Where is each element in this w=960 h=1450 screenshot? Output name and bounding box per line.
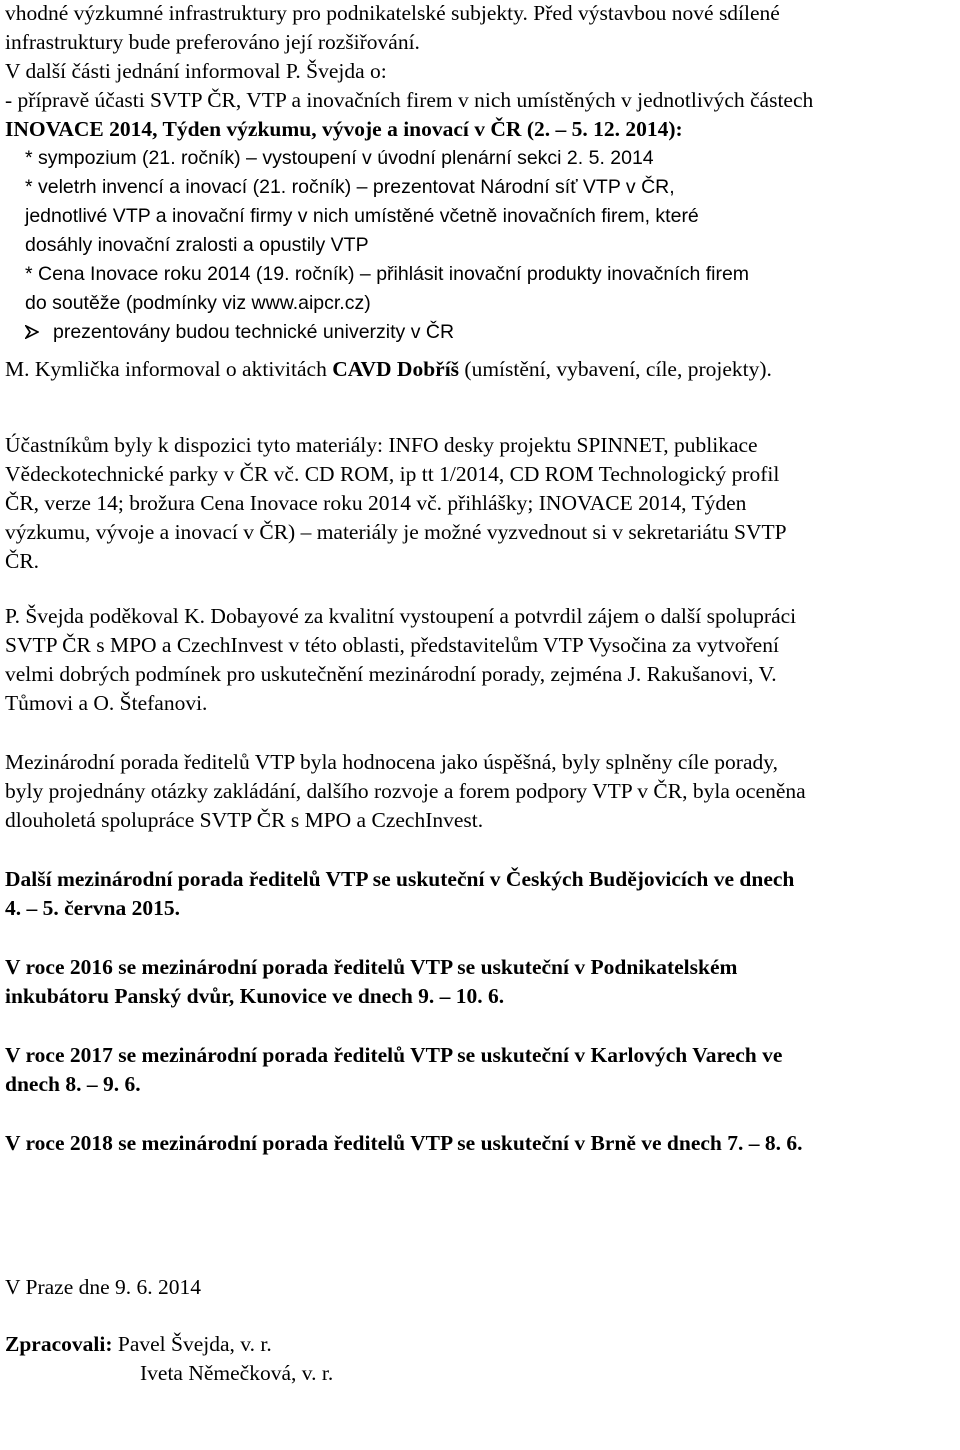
document-page	[5, 0, 955, 1388]
inovace-heading: INOVACE 2014, Týden výzkumu, vývoje a inovací v ČR (2. – 5. 12. 2014):	[5, 117, 683, 141]
author-2: Iveta Němečková, v. r.	[140, 1361, 334, 1385]
intro-line-4: - přípravě účasti SVTP ČR, VTP a inovačních firem v nich umístěných v jednotlivých částech	[5, 88, 814, 112]
meeting-2018: V roce 2018 se mezinárodní porada ředitelů VTP se uskuteční v Brně ve dnech 7. – 8. 6.	[5, 1131, 803, 1155]
evaluation-line-2: byly projednány otázky zakládání, dalšího rozvoje a forem podpory VTP v ČR, byla oceněna	[5, 779, 806, 803]
item-cena-1: * Cena Inovace roku 2014 (19. ročník) – přihlásit inovační produkty inovačních firem	[25, 263, 750, 285]
thanks-line-2: SVTP ČR s MPO a CzechInvest v této oblasti, představitelům VTP Vysočina za vytvoření	[5, 633, 779, 657]
materials-line-2: Vědeckotechnické parky v ČR vč. CD ROM, ip tt 1/2014, CD ROM Technologický profil	[5, 462, 780, 486]
thanks-line-3: velmi dobrých podmínek pro uskutečnění mezinárodní porady, zejména J. Rakušanovi, V.	[5, 662, 777, 686]
intro-line-1: vhodné výzkumné infrastruktury pro podnikatelské subjekty. Před výstavbou nové sdílené	[5, 1, 780, 25]
arrow-bullet-icon	[25, 325, 39, 339]
prepared-label: Zpracovali:	[5, 1332, 113, 1356]
evaluation-line-3: dlouholetá spolupráce SVTP ČR s MPO a CzechInvest.	[5, 808, 484, 832]
item-veletrh-3: dosáhly inovační zralosti a opustily VTP	[25, 234, 369, 256]
meeting-2017-line-2: dnech 8. – 9. 6.	[5, 1072, 141, 1096]
thanks-line-4: Tůmovi a O. Štefanovi.	[5, 691, 208, 715]
item-sympozium: * sympozium (21. ročník) – vystoupení v úvodní plenární sekci 2. 5. 2014	[25, 147, 654, 169]
meeting-2016-line-1: V roce 2016 se mezinárodní porada ředitelů VTP se uskuteční v Podnikatelském	[5, 955, 738, 979]
bullet-text: prezentovány budou technické univerzity v ČR	[53, 321, 455, 343]
author-1: Pavel Švejda, v. r.	[112, 1332, 272, 1356]
kymlicka-paragraph	[5, 355, 955, 384]
cavd-dobris: CAVD Dobříš	[332, 357, 460, 381]
place-date: V Praze dne 9. 6. 2014	[5, 1275, 202, 1299]
intro-line-2: infrastruktury bude preferováno její rozšiřování.	[5, 30, 420, 54]
item-cena-2: do soutěže (podmínky viz www.aipcr.cz)	[25, 292, 371, 314]
materials-line-4: výzkumu, vývoje a inovací v ČR) – materiály je možné vyzvednout si v sekretariátu SVTP	[5, 520, 787, 544]
bullet-item	[5, 318, 955, 347]
materials-line-5: ČR.	[5, 549, 40, 573]
meeting-2017-line-1: V roce 2017 se mezinárodní porada ředitelů VTP se uskuteční v Karlových Varech ve	[5, 1043, 783, 1067]
meeting-2016-line-2: inkubátoru Panský dvůr, Kunovice ve dnech 9. – 10. 6.	[5, 984, 505, 1008]
materials-line-1: Účastníkům byly k dispozici tyto materiály: INFO desky projektu SPINNET, publikace	[5, 433, 758, 457]
item-veletrh-1: * veletrh invencí a inovací (21. ročník) – prezentovat Národní síť VTP v ČR,	[25, 176, 675, 198]
prepared-by	[5, 1330, 955, 1359]
kymlicka-pre: M. Kymlička informoval o aktivitách	[5, 357, 333, 381]
thanks-line-1: P. Švejda poděkoval K. Dobayové za kvalitní vystoupení a potvrdil zájem o další spolupráci	[5, 604, 797, 628]
item-veletrh-2: jednotlivé VTP a inovační firmy v nich umístěné včetně inovačních firem, které	[25, 205, 699, 227]
materials-line-3: ČR, verze 14; brožura Cena Inovace roku 2014 vč. přihlášky; INOVACE 2014, Týden	[5, 491, 747, 515]
evaluation-line-1: Mezinárodní porada ředitelů VTP byla hodnocena jako úspěšná, byly splněny cíle porady,	[5, 750, 778, 774]
meeting-2015-line-2: 4. – 5. června 2015.	[5, 896, 180, 920]
intro-line-3: V další části jednání informoval P. Švejda o:	[5, 59, 387, 83]
meeting-2015-line-1: Další mezinárodní porada ředitelů VTP se uskuteční v Českých Budějovicích ve dnech	[5, 867, 795, 891]
kymlicka-post: (umístění, vybavení, cíle, projekty).	[459, 357, 772, 381]
